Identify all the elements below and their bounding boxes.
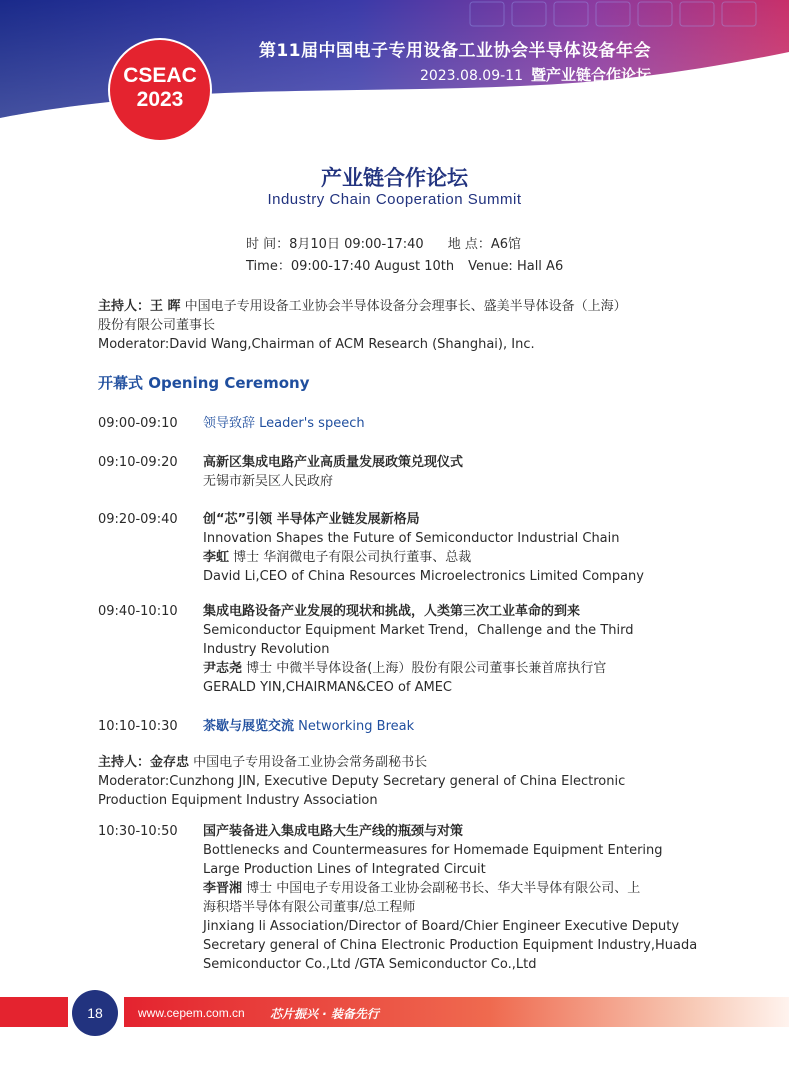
- cseac-badge: [110, 40, 210, 140]
- venue-cn: 地 点：A6馆: [447, 237, 521, 252]
- speaker-title-en-cont: Secretary general of China Electronic Production Equipment Industry,Huada: [203, 938, 698, 953]
- section-title: 开幕式 Opening Ceremony: [98, 374, 310, 392]
- agenda-title: 创“芯”引领 半导体产业链发展新格局: [203, 512, 420, 527]
- agenda-time: 09:20-09:40: [98, 512, 178, 527]
- speaker-title: 博士 中国电子专用设备工业协会副秘书长、华大半导体有限公司、上: [242, 881, 641, 896]
- agenda-title-en: Bottlenecks and Countermeasures for Homemade Equipment Entering: [203, 843, 663, 858]
- agenda-speaker: 无锡市新吴区人民政府: [203, 474, 334, 489]
- badge-line2: 2023: [136, 88, 184, 111]
- agenda-title-en: Networking Break: [294, 719, 415, 734]
- moderator-en: Moderator:David Wang,Chairman of ACM Research (Shanghai), Inc.: [98, 337, 535, 352]
- speaker-title-en: Jinxiang li Association/Director of Board/Chier Engineer Executive Deputy: [203, 919, 680, 934]
- page-header: [0, 0, 789, 160]
- moderator-title: 中国电子专用设备工业协会常务副秘书长: [189, 755, 428, 770]
- speaker-name: 李晋湘: [203, 881, 243, 896]
- moderator-title: 中国电子专用设备工业协会半导体设备分会理事长、盛美半导体设备（上海）: [180, 299, 627, 314]
- agenda-title: 茶歇与展览交流: [203, 719, 295, 734]
- conference-forum: 暨产业链合作论坛: [530, 66, 651, 84]
- agenda-title-en: Semiconductor Equipment Market Trend，Challenge and the Third: [203, 623, 634, 638]
- agenda-time: 09:40-10:10: [98, 604, 178, 619]
- speaker-title-en: GERALD YIN,CHAIRMAN&CEO of AMEC: [203, 680, 453, 695]
- moderator-title-cont: 股份有限公司董事长: [98, 318, 216, 333]
- agenda-title: 领导致辞 Leader's speech: [203, 416, 365, 431]
- moderator-name: 金存忠: [150, 755, 190, 770]
- agenda-time: 09:00-09:10: [98, 416, 178, 431]
- agenda-time: 10:30-10:50: [98, 824, 178, 839]
- agenda-title: 高新区集成电路产业高质量发展政策兑现仪式: [203, 455, 464, 470]
- speaker-name: 尹志尧: [203, 661, 243, 676]
- time-cn: 时 间：8月10日 09:00-17:40: [246, 237, 424, 252]
- page-title-en: Industry Chain Cooperation Summit: [267, 191, 522, 208]
- speaker-title: 博士 华润微电子有限公司执行董事、总裁: [229, 550, 472, 565]
- page-number: 18: [72, 990, 118, 1036]
- conference-title: 第11届中国电子专用设备工业协会半导体设备年会: [258, 41, 651, 61]
- speaker-title-en: David Li,CEO of China Resources Microelectronics Limited Company: [203, 569, 644, 584]
- page-footer: [0, 990, 789, 1040]
- badge-line1: CSEAC: [123, 64, 197, 87]
- conference-subtitle: [420, 64, 651, 85]
- agenda-title-en-cont: Large Production Lines of Integrated Circuit: [203, 862, 486, 877]
- speaker-name: 李虹: [203, 550, 230, 565]
- moderator-en: Moderator:Cunzhong JIN, Executive Deputy Secretary general of China Electronic: [98, 774, 626, 789]
- moderator-label: 主持人：: [98, 299, 151, 314]
- moderator-block-1: [98, 297, 627, 354]
- speaker-title-cont: 海积塔半导体有限公司董事/总工程师: [203, 900, 416, 915]
- footer-slogan: 芯片振兴 · 装备先行: [270, 1007, 379, 1021]
- agenda-time: 10:10-10:30: [98, 719, 178, 734]
- footer-bar-left: [0, 997, 68, 1027]
- agenda-title: 集成电路设备产业发展的现状和挑战，人类第三次工业革命的到来: [203, 604, 581, 619]
- moderator-en-cont: Production Equipment Industry Association: [98, 793, 378, 808]
- time-venue-en: [246, 255, 563, 274]
- agenda-title-en: Innovation Shapes the Future of Semiconductor Industrial Chain: [203, 531, 620, 546]
- moderator-name: 王 晖: [150, 299, 181, 314]
- agenda-time: 09:10-09:20: [98, 455, 178, 470]
- moderator-block-2: [98, 753, 625, 810]
- venue-en: Venue: Hall A6: [468, 259, 564, 274]
- time-venue-cn: [246, 233, 521, 252]
- speaker-title: 博士 中微半导体设备(上海）股份有限公司董事长兼首席执行官: [242, 661, 607, 676]
- footer-url[interactable]: www.cepem.com.cn: [138, 1006, 245, 1020]
- time-en: Time：09:00-17:40 August 10th: [246, 259, 455, 274]
- speaker-title-en-cont2: Semiconductor Co.,Ltd /GTA Semiconductor Co.,Ltd: [203, 957, 537, 972]
- moderator-label: 主持人：: [98, 755, 151, 770]
- conference-date: 2023.08.09-11: [419, 68, 523, 84]
- agenda-title: 国产装备进入集成电路大生产线的瓶颈与对策: [203, 824, 464, 839]
- agenda-title-en-cont: Industry Revolution: [203, 642, 330, 657]
- page-title-cn: 产业链合作论坛: [321, 166, 468, 190]
